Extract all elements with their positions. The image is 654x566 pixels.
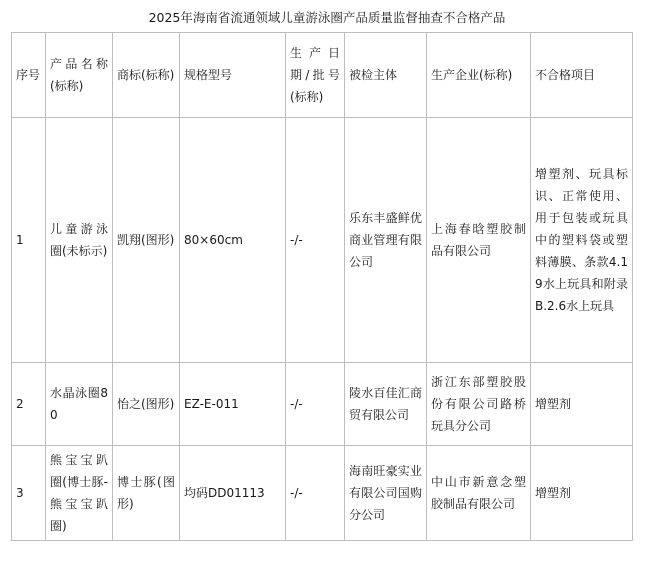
cell-defects: 增塑剂、玩具标识、正常使用、用于包装或玩具中的塑料袋或塑料薄膜、条款4.19水上玩具和附录B.2.6水上玩具 — [531, 118, 633, 363]
table-row — [12, 446, 633, 541]
cell-brand: 博士豚(图形) — [113, 446, 180, 541]
cell-brand: 怡之(图形) — [113, 363, 180, 446]
header-defects: 不合格项目 — [531, 33, 633, 118]
table-row — [12, 363, 633, 446]
cell-defects: 增塑剂 — [531, 446, 633, 541]
cell-product: 熊宝宝趴圈(博士豚-熊宝宝趴圈) — [46, 446, 113, 541]
table-row — [12, 118, 633, 363]
header-product: 产品名称(标称) — [46, 33, 113, 118]
cell-product: 儿童游泳圈(未标示) — [46, 118, 113, 363]
cell-model: EZ-E-011 — [180, 363, 286, 446]
cell-no: 2 — [12, 363, 46, 446]
header-no: 序号 — [12, 33, 46, 118]
cell-date: -/- — [286, 118, 345, 363]
cell-date: -/- — [286, 446, 345, 541]
cell-inspected: 海南旺豪实业有限公司国购分公司 — [345, 446, 427, 541]
cell-product: 水晶泳圈80 — [46, 363, 113, 446]
cell-date: -/- — [286, 363, 345, 446]
cell-manufacturer: 浙江东部塑胶股份有限公司路桥玩具分公司 — [427, 363, 531, 446]
header-model: 规格型号 — [180, 33, 286, 118]
header-manufacturer: 生产企业(标称) — [427, 33, 531, 118]
header-inspected: 被检主体 — [345, 33, 427, 118]
cell-manufacturer: 中山市新意念塑胶制品有限公司 — [427, 446, 531, 541]
header-brand: 商标(标称) — [113, 33, 180, 118]
cell-defects: 增塑剂 — [531, 363, 633, 446]
cell-model: 80×60cm — [180, 118, 286, 363]
cell-manufacturer: 上海春晗塑胶制品有限公司 — [427, 118, 531, 363]
nonconforming-products-table — [11, 32, 633, 541]
cell-inspected: 陵水百佳汇商贸有限公司 — [345, 363, 427, 446]
header-date: 生产日期/批号(标称) — [286, 33, 345, 118]
cell-no: 3 — [12, 446, 46, 541]
cell-model: 均码DD01113 — [180, 446, 286, 541]
cell-no: 1 — [12, 118, 46, 363]
cell-inspected: 乐东丰盛鲜优商业管理有限公司 — [345, 118, 427, 363]
table-header-row — [12, 33, 633, 118]
page-title: 2025年海南省流通领域儿童游泳圈产品质量监督抽查不合格产品 — [148, 10, 506, 25]
cell-brand: 凯翔(图形) — [113, 118, 180, 363]
